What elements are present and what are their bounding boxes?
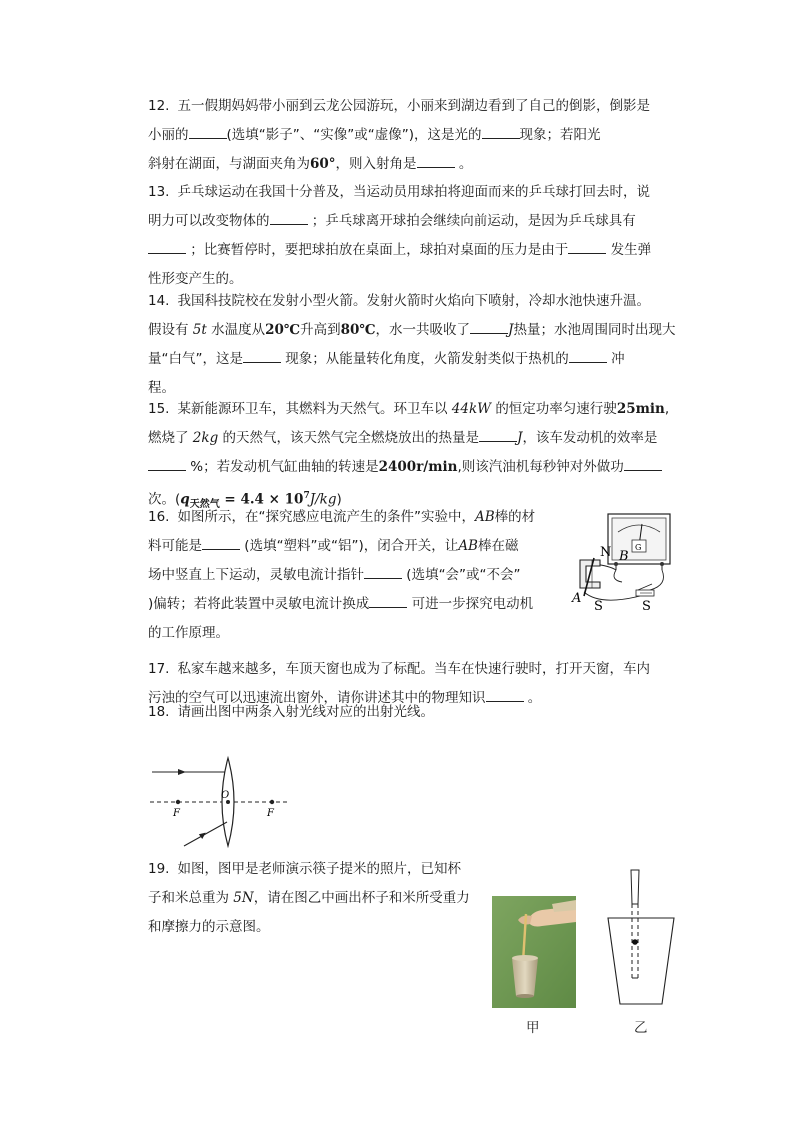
- cup-force-diagram: [602, 866, 680, 1008]
- question-16: [148, 503, 588, 648]
- q14-text: 程。: [148, 380, 175, 396]
- power-value: 44kW: [451, 401, 492, 417]
- q15-text: ,则该汽油机每秒钟对外做功: [457, 459, 624, 475]
- label-f-left: F: [173, 808, 180, 819]
- answer-blank[interactable]: [148, 239, 186, 254]
- heat-value: = 4.4 × 10: [219, 491, 304, 508]
- q12-text: ，则入射角是: [335, 156, 417, 172]
- answer-blank[interactable]: [202, 535, 240, 550]
- answer-blank[interactable]: [624, 456, 662, 471]
- switch-icon: [636, 584, 654, 596]
- question-15: [148, 395, 678, 519]
- heat-value-symbol: q: [180, 491, 190, 508]
- q15-text: %；若发动机气缸曲轴的转速是: [190, 459, 379, 475]
- answer-blank[interactable]: [369, 593, 407, 608]
- q19-text: 如图，图甲是老师演示筷子提米的照片，已知杯: [177, 861, 461, 877]
- convex-lens-figure: [148, 752, 293, 852]
- speed-value: 2400r/min: [378, 459, 458, 475]
- q12-text: 。: [458, 156, 473, 172]
- q12-text: 现象；若阳光: [519, 127, 601, 143]
- q14-text: 冲: [611, 351, 625, 367]
- gas-mass-value: 2kg: [192, 430, 219, 446]
- galvanometer-label: G: [635, 543, 642, 552]
- induction-apparatus-figure: [570, 510, 680, 614]
- q14-text: ，水一共吸收了: [375, 322, 471, 338]
- q13-text: 性形变产生的。: [148, 271, 243, 287]
- question-number: 19.: [148, 861, 170, 877]
- q15-text: ): [336, 491, 342, 508]
- q17-line1: 私家车越来越多，车顶天窗也成为了标配。当车在快速行驶时，打开天窗，车内: [177, 661, 650, 677]
- question-12: [148, 92, 678, 179]
- temperature-value: 20℃: [265, 322, 301, 338]
- unit-joule: J: [517, 430, 523, 446]
- q14-text: 量“白气”，这是: [148, 351, 243, 367]
- q16-text: 棒的材: [494, 509, 536, 525]
- temperature-value: 80℃: [340, 322, 376, 338]
- q15-text: 的恒定功率匀速行驶: [495, 401, 617, 417]
- q16-text: 料可能是: [148, 538, 202, 554]
- q16-text: 棒在磁: [477, 538, 519, 554]
- question-number: 14.: [148, 293, 170, 309]
- unit-joule: J: [508, 322, 514, 338]
- q15-text: 次。(: [148, 491, 181, 508]
- q12-text: (选填“影子”、“实像”或“虚像”)，这是光的: [226, 127, 482, 143]
- caption-jia: 甲: [526, 1020, 540, 1036]
- question-number: 12.: [148, 98, 170, 114]
- q14-text: 热量；水池周围同时出现大: [513, 322, 676, 338]
- rod-label: AB: [458, 538, 478, 554]
- answer-blank[interactable]: [364, 564, 402, 579]
- question-number: 13.: [148, 184, 170, 200]
- answer-blank[interactable]: [189, 124, 227, 139]
- cup-outline: [608, 918, 674, 1004]
- answer-blank[interactable]: [270, 210, 308, 225]
- q15-text: ,: [664, 401, 670, 417]
- question-19: [148, 855, 508, 942]
- center-of-gravity-dot: [632, 939, 638, 945]
- q15-text: 的天然气，该天然气完全燃烧放出的热量是: [222, 430, 480, 446]
- question-number: 18.: [148, 704, 170, 720]
- q17-text: 。: [527, 690, 542, 706]
- question-number: 15.: [148, 401, 170, 417]
- q12-line1: 五一假期妈妈带小丽到云龙公园游玩，小丽来到湖边看到了自己的倒影，倒影是: [177, 98, 650, 114]
- focal-point-right: [270, 800, 274, 804]
- focal-point-left: [176, 800, 180, 804]
- weight-value: 5N: [233, 890, 254, 906]
- q14-line1: 我国科技院校在发射小型火箭。发射火箭时火焰向下喷射，冷却水池快速升温。: [177, 293, 650, 309]
- question-number: 17.: [148, 661, 170, 677]
- question-13: [148, 178, 678, 294]
- q16-text: (选填“塑料”或“铝”)，闭合开关，让: [244, 538, 459, 554]
- question-number: 16.: [148, 509, 170, 525]
- question-14: [148, 287, 678, 403]
- point-label-a: A: [572, 591, 582, 606]
- answer-blank[interactable]: [482, 124, 520, 139]
- answer-blank[interactable]: [470, 319, 508, 334]
- q15-text: ，该车发动机的效率是: [522, 430, 658, 446]
- q16-text: (选填“会”或“不会”: [406, 567, 521, 583]
- question-18: [148, 698, 678, 727]
- pole-label-s: S: [594, 599, 603, 614]
- label-f-right: F: [267, 808, 274, 819]
- q15-text: 某新能源环卫车，其燃料为天然气。环卫车以: [177, 401, 448, 417]
- pole-label-s: S: [642, 599, 651, 614]
- pole-label-n: N: [600, 545, 612, 560]
- q13-text: ；乒乓球离开球拍会继续向前运动，是因为乒乓球具有: [311, 213, 636, 229]
- q14-text: 水温度从: [211, 322, 266, 338]
- answer-blank[interactable]: [417, 153, 455, 168]
- answer-blank[interactable]: [569, 348, 607, 363]
- q12-text: 斜射在湖面，与湖面夹角为: [148, 156, 310, 172]
- answer-blank[interactable]: [243, 348, 281, 363]
- q16-text: 的工作原理。: [148, 625, 229, 641]
- q15-text: 燃烧了: [148, 430, 189, 446]
- q13-line1: 乒乓球运动在我国十分普及，当运动员用球拍将迎面而来的乒乓球打回去时，说: [177, 184, 650, 200]
- time-value: 25min: [616, 401, 665, 417]
- q12-text: 小丽的: [148, 127, 189, 143]
- q14-text: 假设有: [148, 322, 189, 338]
- heat-value-subscript: 天然气: [189, 499, 220, 511]
- q13-text: 明力可以改变物体的: [148, 213, 270, 229]
- rod-label: AB: [474, 509, 495, 525]
- q16-text: )偏转；若将此装置中灵敏电流计换成: [148, 596, 370, 612]
- caption-yi: 乙: [634, 1020, 648, 1036]
- galvanometer-icon: [608, 514, 670, 570]
- q13-text: ；比赛暂停时，要把球拍放在桌面上，球拍对桌面的压力是由于: [190, 242, 569, 258]
- label-o: O: [221, 790, 230, 801]
- q17-text: 污浊的空气可以迅速流出窗外，请你讲述其中的物理知识: [148, 690, 486, 706]
- answer-blank[interactable]: [568, 239, 606, 254]
- mass-value: 5t: [192, 322, 207, 338]
- q18-line1: 请画出图中两条入射光线对应的出射光线。: [177, 704, 434, 720]
- q14-text: 升高到: [300, 322, 341, 338]
- q13-text: 发生弹: [610, 242, 652, 258]
- q19-text: ，请在图乙中画出杯子和米所受重力: [253, 890, 470, 906]
- q16-text: 场中竖直上下运动，灵敏电流计指针: [148, 567, 364, 583]
- q19-text: 和摩擦力的示意图。: [148, 919, 270, 935]
- point-label-b: B: [619, 549, 629, 564]
- q19-text: 子和米总重为: [148, 890, 229, 906]
- q16-text: 可进一步探究电动机: [411, 596, 534, 612]
- answer-blank[interactable]: [479, 427, 517, 442]
- chopsticks-rice-photo: [492, 896, 576, 1008]
- q16-text: 如图所示，在“探究感应电流产生的条件”实验中，: [177, 509, 475, 525]
- answer-blank[interactable]: [148, 456, 186, 471]
- q14-text: 现象；从能量转化角度，火箭发射类似于热机的: [285, 351, 569, 367]
- heat-value-unit: J/kg: [309, 491, 337, 508]
- heat-value-exponent: 7: [303, 491, 310, 501]
- incident-ray-2: [184, 822, 227, 846]
- angle-value: 60°: [310, 156, 336, 172]
